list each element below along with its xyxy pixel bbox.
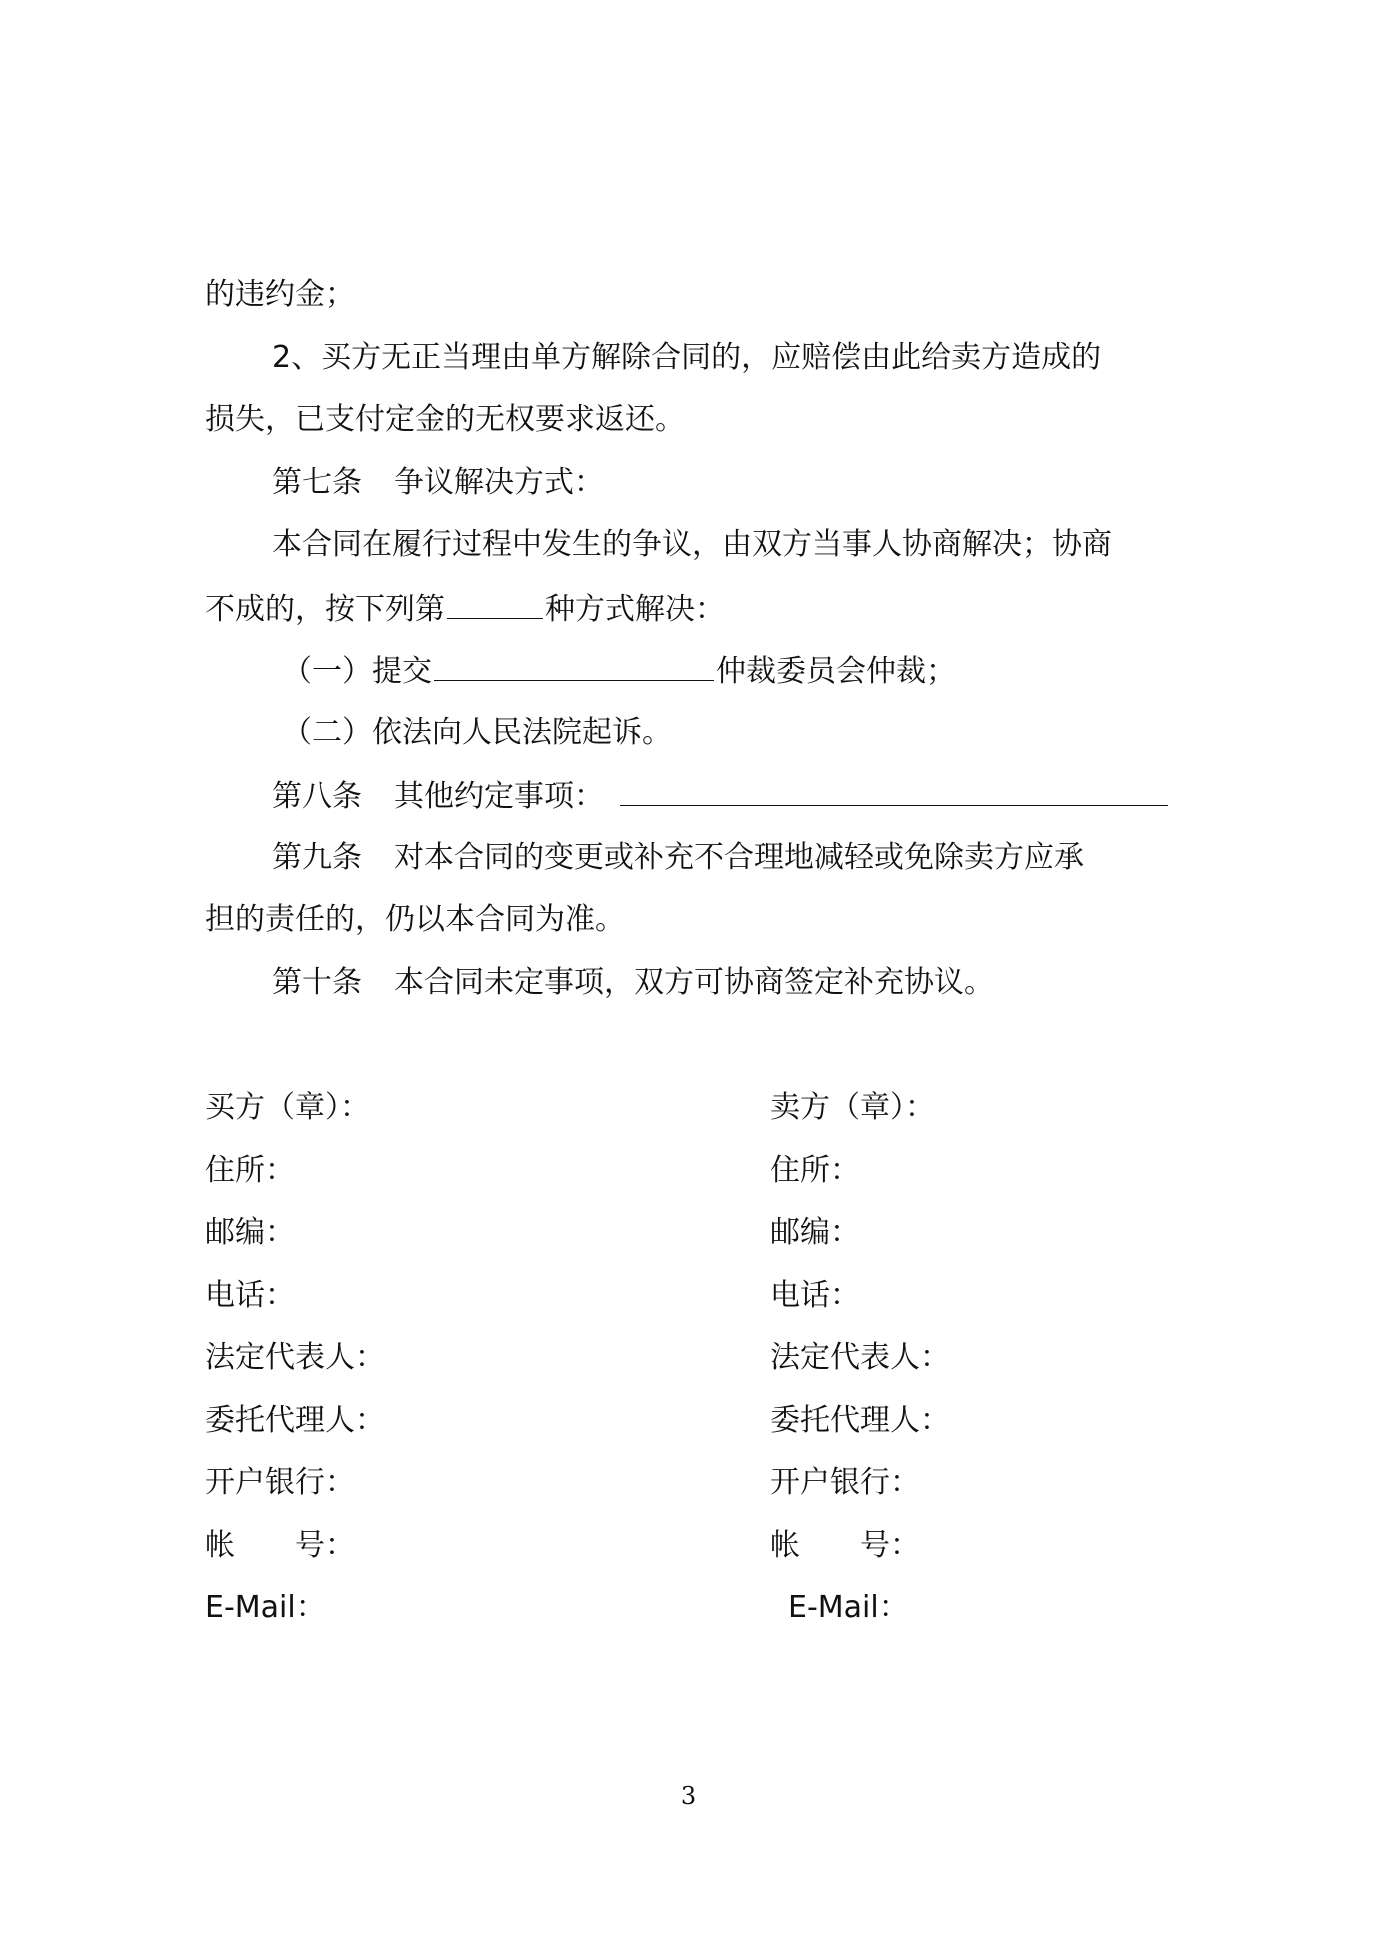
text: 号： (295, 1528, 355, 1563)
clause-buyer-termination (272, 338, 1101, 378)
option-2 (282, 713, 672, 753)
method-number-blank[interactable] (447, 588, 543, 619)
article-7-text (272, 525, 1112, 565)
other-matters-blank[interactable] (620, 775, 1168, 806)
buyer-account-label (205, 1526, 355, 1566)
article-number: 第九条 (272, 840, 362, 875)
text: 帐 (770, 1528, 800, 1563)
seller-address-label: 住所： (770, 1153, 860, 1188)
arbitration-commission-blank[interactable] (434, 650, 714, 681)
option-1 (282, 650, 956, 692)
buyer-email-label: E-Mail： (205, 1590, 326, 1625)
buyer-party-label: 买方（章）： (205, 1090, 370, 1125)
clause-buyer-termination-cont (205, 400, 685, 440)
seller-bank-label: 开户银行： (770, 1465, 920, 1500)
seller-legal-rep-label: 法定代表人： (770, 1340, 950, 1375)
text: （二）依法向人民法院起诉。 (282, 715, 672, 750)
article-title: 其他约定事项： (394, 779, 604, 814)
text: 不成的，按下列第 (205, 592, 445, 627)
buyer-address-label: 住所： (205, 1153, 295, 1188)
article-7-heading (272, 463, 604, 503)
text: 号： (860, 1528, 920, 1563)
article-number: 第七条 (272, 465, 362, 500)
article-number: 第八条 (272, 779, 362, 814)
text: 本合同未定事项，双方可协商签定补充协议。 (394, 965, 994, 1000)
seller-party-label: 卖方（章）： (770, 1090, 935, 1125)
text: （一）提交 (282, 654, 432, 689)
text-line-penalty-end (205, 275, 355, 315)
article-7-text-cont (205, 588, 725, 630)
text: 对本合同的变更或补充不合理地减轻或免除卖方应承 (394, 840, 1084, 875)
buyer-agent-label: 委托代理人： (205, 1403, 385, 1438)
text: 本合同在履行过程中发生的争议，由双方当事人协商解决；协商 (272, 527, 1112, 562)
buyer-phone-label: 电话： (205, 1278, 295, 1313)
article-number: 第十条 (272, 965, 362, 1000)
text: 担的责任的，仍以本合同为准。 (205, 902, 625, 937)
seller-postcode-label: 邮编： (770, 1215, 860, 1250)
article-9 (272, 838, 1084, 878)
text: 种方式解决： (545, 592, 725, 627)
page-number: 3 (680, 1782, 697, 1810)
article-10 (272, 963, 994, 1003)
text: 损失，已支付定金的无权要求返还。 (205, 402, 685, 437)
buyer-legal-rep-label: 法定代表人： (205, 1340, 385, 1375)
seller-account-label (770, 1526, 920, 1566)
seller-phone-label: 电话： (770, 1278, 860, 1313)
buyer-postcode-label: 邮编： (205, 1215, 295, 1250)
text: 的违约金； (205, 277, 355, 312)
text: 帐 (205, 1528, 235, 1563)
text: 仲裁委员会仲裁； (716, 654, 956, 689)
text: 2、买方无正当理由单方解除合同的，应赔偿由此给卖方造成的 (272, 340, 1102, 375)
seller-email-label: E-Mail： (788, 1590, 909, 1625)
article-9-cont (205, 900, 625, 940)
buyer-bank-label: 开户银行： (205, 1465, 355, 1500)
article-8 (272, 775, 1170, 817)
seller-agent-label: 委托代理人： (770, 1403, 950, 1438)
article-title: 争议解决方式： (394, 465, 604, 500)
